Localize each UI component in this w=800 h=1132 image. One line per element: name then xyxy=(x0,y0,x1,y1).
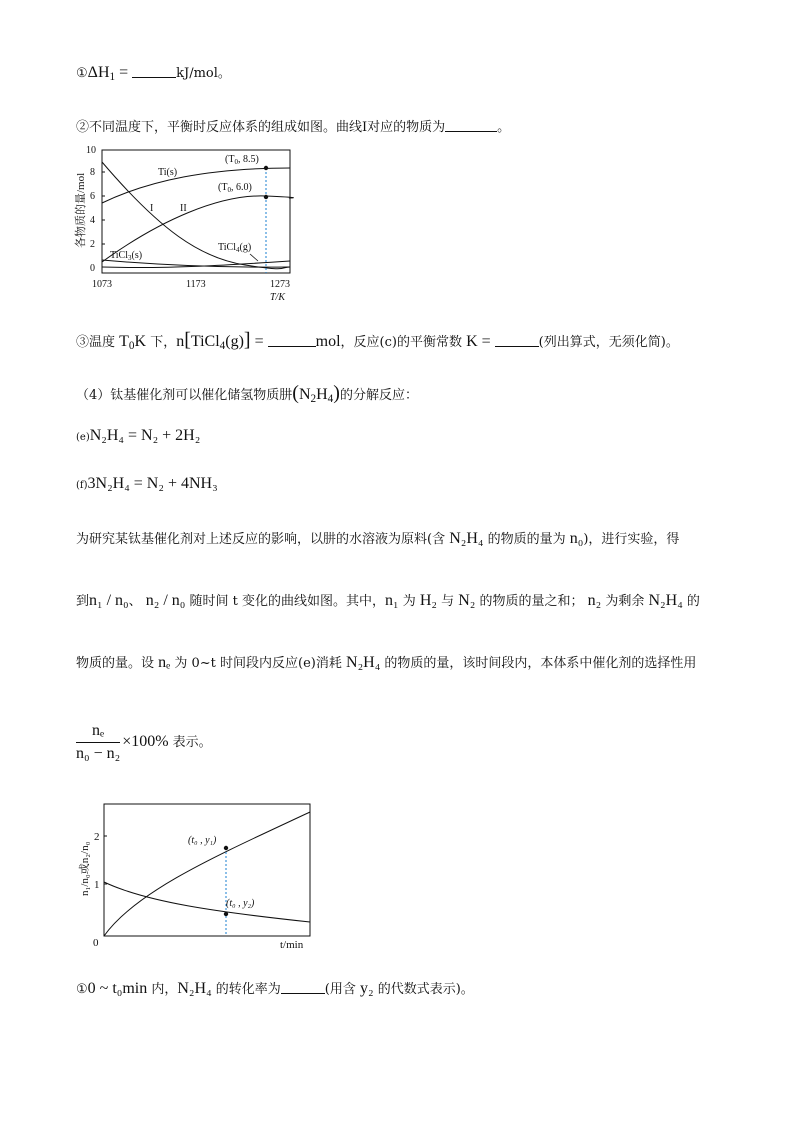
x-axis-label: t/min xyxy=(280,939,304,951)
paragraph-line-2 xyxy=(76,590,700,610)
label-i: I xyxy=(150,203,154,214)
x-tick: 1173 xyxy=(186,279,206,290)
text: 表示。 xyxy=(168,735,212,750)
text: 为剩余 xyxy=(601,594,649,609)
chart-composition-vs-temperature xyxy=(70,140,305,305)
q4-line xyxy=(76,382,418,405)
q2-text: ②不同温度下，平衡时反应体系的组成如图。曲线Ⅰ对应的物质为 xyxy=(76,120,446,135)
q2-line xyxy=(76,116,510,135)
n-sub: 2 xyxy=(310,392,317,405)
circle-number: ① xyxy=(76,66,88,81)
delta-h: ΔH xyxy=(87,64,110,81)
x-axis-label: T/K xyxy=(270,292,286,303)
answer-blank xyxy=(445,119,497,132)
eq-label: (e) xyxy=(76,432,90,443)
y-tick: 0 xyxy=(93,937,99,949)
ticl4-pointer xyxy=(250,254,258,261)
t0-sub: 0 xyxy=(128,339,135,352)
ticl4-sub: 4 xyxy=(219,339,226,352)
answer-blank xyxy=(495,334,539,347)
y-axis-label: n₁/n₀或n₂/n₀ xyxy=(79,841,91,896)
paragraph-line-3 xyxy=(76,652,696,672)
q2-end: 。 xyxy=(497,120,511,135)
q5-line xyxy=(76,978,474,998)
y-tick: 6 xyxy=(90,191,95,202)
label-point-1: (t₀ , y₁) xyxy=(188,835,217,846)
label-ti: Ti(s) xyxy=(158,167,178,178)
y-axis-label: 各物质的量/mol xyxy=(75,172,87,248)
paren-open: ( xyxy=(292,382,299,404)
x-tick: 1273 xyxy=(270,279,290,290)
text: 为 0~t 时间段内反应(e)消耗 xyxy=(170,656,347,671)
n: n xyxy=(176,333,185,350)
y-ticks xyxy=(86,145,96,274)
label-point-2: (t₀ , y₂) xyxy=(226,898,255,909)
q3-pre: ③温度 xyxy=(76,335,120,350)
formula: N₂H₄ xyxy=(648,592,683,609)
y-tick: 0 xyxy=(90,263,95,274)
formula: n₀ xyxy=(569,530,584,547)
curve-n1 xyxy=(104,812,310,936)
equals: = xyxy=(477,333,495,350)
formula: N₂H₄ xyxy=(346,654,381,671)
eq-label: (f) xyxy=(76,480,88,491)
y-tick: 4 xyxy=(90,215,95,226)
point-t0-8.5 xyxy=(264,166,268,170)
text: 与 xyxy=(436,594,459,609)
curve-ti xyxy=(102,168,290,203)
point-t0-y1 xyxy=(224,846,228,850)
n: N xyxy=(298,386,311,403)
kelvin: K xyxy=(134,333,147,350)
text: 为研究某钛基催化剂对上述反应的影响，以肼的水溶液为原料(含 xyxy=(76,532,450,547)
equation-e xyxy=(76,427,200,445)
h: H xyxy=(316,386,328,403)
gas: (g) xyxy=(225,333,244,350)
chart-n-ratio-vs-time xyxy=(76,796,322,956)
time-range: 0 ~ t₀min xyxy=(87,980,148,997)
k: K xyxy=(466,333,478,350)
curve-n2 xyxy=(104,882,310,922)
delta-h-sub: 1 xyxy=(109,70,116,83)
plot-frame xyxy=(104,804,310,936)
h-sub: 4 xyxy=(327,392,334,405)
x-ticks xyxy=(92,279,290,290)
x-tick: 1073 xyxy=(92,279,112,290)
text: 的转化率为 xyxy=(211,982,281,997)
point-t0-y2 xyxy=(224,912,228,916)
equals: = xyxy=(115,64,133,81)
eq-text: N₂H₄ = N₂ + 2H₂ xyxy=(89,427,201,444)
t0: T xyxy=(119,333,129,350)
text: 的物质的量为 xyxy=(483,532,570,547)
formula: n₁ / n₀ xyxy=(89,592,129,609)
y-tick: 10 xyxy=(86,145,96,156)
text: 的物质的量，该时间段内，本体系中催化剂的选择性用 xyxy=(380,656,697,671)
text: )，进行实验，得 xyxy=(583,532,680,547)
formula: nₑ xyxy=(158,654,171,671)
q3-line: ③温度 $T_0K$ 下，n[TiCl$_4$(g)] = mol，反应(c)的平衡常数 K = (列出算式，无须化简)。 xyxy=(76,329,679,352)
unit-text: kJ/mol。 xyxy=(176,66,231,81)
text: 物质的量。设 xyxy=(76,656,159,671)
percent: ×100% xyxy=(122,733,169,750)
q3-end: (列出算式，无须化简)。 xyxy=(538,335,679,350)
text: 内， xyxy=(147,982,178,997)
ticl4: TiCl xyxy=(190,333,220,350)
formula: n₂ xyxy=(587,592,602,609)
answer-blank xyxy=(268,334,316,347)
paren-close: ) xyxy=(333,382,340,404)
q1-line xyxy=(76,62,231,82)
curve-i xyxy=(102,162,290,269)
answer-blank xyxy=(281,981,325,994)
label-point-2: ($T_0$, 6.0) xyxy=(218,182,252,194)
equals: = xyxy=(250,333,268,350)
point-t0-6.0 xyxy=(264,195,268,199)
formula: H₂ xyxy=(419,592,437,609)
formula: n₁ xyxy=(385,592,399,609)
fraction-denominator: n₀ − n₂ xyxy=(76,745,121,762)
text: 到 xyxy=(76,594,90,609)
q3-mid: ，反应(c)的平衡常数 xyxy=(340,335,467,350)
formula: n₂ / n₀ xyxy=(145,592,186,609)
text: 的代数式表示)。 xyxy=(373,982,474,997)
eq-text: 3N₂H₄ = N₂ + 4NH₃ xyxy=(87,475,218,492)
formula: y₂ xyxy=(360,980,374,997)
answer-blank xyxy=(132,65,176,78)
text: (用含 xyxy=(324,982,360,997)
text: 的 xyxy=(682,594,700,609)
circle-number: ① xyxy=(76,982,88,997)
text: 、 xyxy=(128,594,146,609)
equation-f xyxy=(76,475,218,493)
formula: N₂ xyxy=(458,592,476,609)
q4-head: （4）钛基催化剂可以催化储氢物质肼 xyxy=(76,388,293,403)
mol: mol xyxy=(315,333,341,350)
text: 为 xyxy=(398,594,420,609)
text: 的物质的量之和； xyxy=(475,594,588,609)
xia: 下， xyxy=(146,335,177,350)
selectivity-fraction xyxy=(76,722,120,763)
label-point-1: ($T_0$, 8.5) xyxy=(225,154,259,166)
selectivity-formula-line xyxy=(76,722,212,763)
formula: N₂H₄ xyxy=(177,980,212,997)
text: 随时间 t 变化的曲线如图。其中， xyxy=(185,594,385,609)
label-ticl3: TiCl$_3$(s) xyxy=(110,250,143,262)
y-tick: 1 xyxy=(94,879,100,891)
fraction-numerator: nₑ xyxy=(76,722,120,743)
y-tick: 2 xyxy=(90,239,95,250)
label-ticl4: TiCl$_4$(g) xyxy=(218,242,252,254)
y-tick: 2 xyxy=(94,831,100,843)
formula: N₂H₄ xyxy=(449,530,484,547)
paragraph-line-1 xyxy=(76,528,679,548)
label-ii: II xyxy=(180,203,187,214)
y-ticks xyxy=(93,831,100,949)
q4-tail: 的分解反应： xyxy=(339,388,418,403)
y-tick: 8 xyxy=(90,167,95,178)
